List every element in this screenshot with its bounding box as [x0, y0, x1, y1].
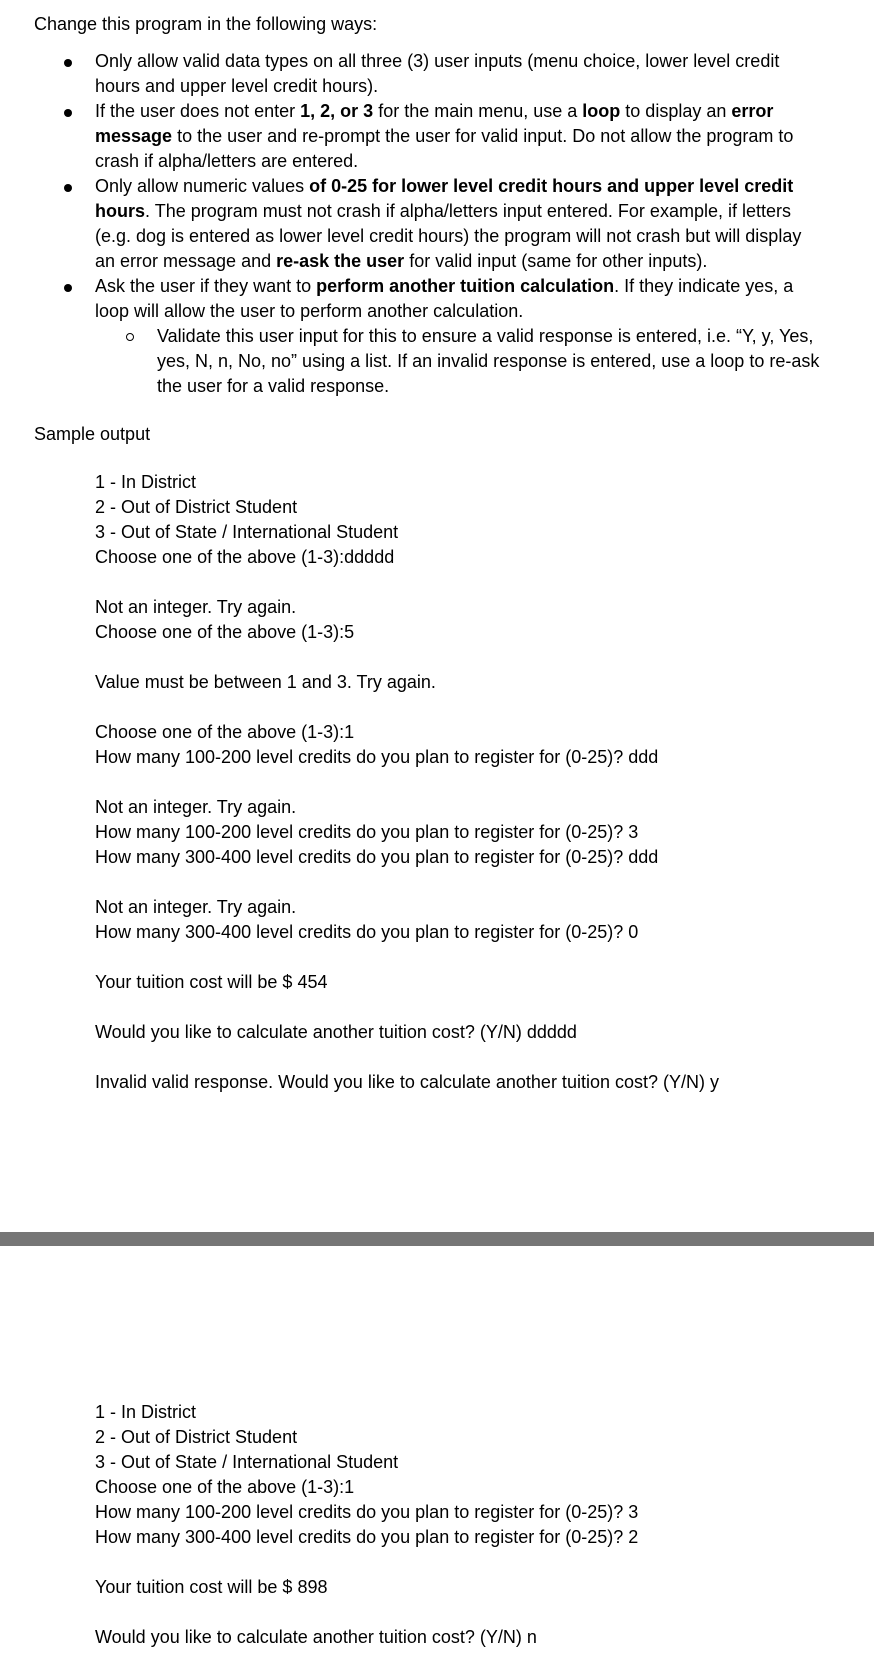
console-line: How many 100-200 level credits do you plan to register for (0-25)? 3	[95, 1502, 639, 1522]
console-line: 1 - In District	[95, 1402, 197, 1422]
bullet-dot-icon	[64, 109, 72, 117]
blank-line	[95, 1600, 638, 1625]
document-page-2	[0, 1246, 874, 1656]
blank-line	[95, 1045, 719, 1070]
text-segment: to the user and re-prompt the user for valid input. Do not allow the program to crash if alpha/letters are entered.	[95, 126, 794, 171]
text-segment: for the main menu, use a	[373, 101, 583, 121]
blank-line	[95, 870, 719, 895]
console-line: Would you like to calculate another tuition cost? (Y/N) ddddd	[95, 1022, 577, 1042]
intro-text: Change this program in the following ways:	[34, 14, 378, 34]
console-line: Not an integer. Try again.	[95, 897, 297, 917]
console-line: How many 100-200 level credits do you plan to register for (0-25)? 3	[95, 822, 639, 842]
requirements-list	[0, 49, 874, 399]
blank-line	[95, 570, 719, 595]
console-line: Value must be between 1 and 3. Try again.	[95, 672, 436, 692]
bullet-dot-icon	[64, 184, 72, 192]
console-line: How many 300-400 level credits do you plan to register for (0-25)? 2	[95, 1527, 639, 1547]
console-line: Your tuition cost will be $ 454	[95, 972, 328, 992]
sub-item-text: Validate this user input for this to ensure a valid response is entered, i.e. “Y, y, Yes, yes, N, n, No, no” using a list. If an invalid response is entered, use a loop to re-ask the user for a valid response.	[157, 326, 820, 396]
console-line: 2 - Out of District Student	[95, 497, 298, 517]
console-line: Would you like to calculate another tuition cost? (Y/N) n	[95, 1627, 537, 1647]
bold-text: error message	[95, 101, 774, 146]
requirement-item	[0, 49, 874, 99]
bold-text: perform another tuition calculation	[316, 276, 615, 296]
requirement-item	[0, 174, 874, 274]
console-line: Your tuition cost will be $ 898	[95, 1577, 328, 1597]
sub-list-item	[95, 324, 824, 399]
text-segment: Ask the user if they want to	[95, 276, 317, 296]
bold-text: of 0-25 for lower level credit hours and upper level credit hours	[95, 176, 794, 221]
text-segment: . If they indicate yes, a loop will allow the user to perform another calculation.	[95, 276, 794, 321]
requirement-item	[0, 99, 874, 174]
sample-output-label: Sample output	[34, 424, 151, 444]
console-line: 2 - Out of District Student	[95, 1427, 298, 1447]
sub-list	[95, 324, 824, 399]
console-line: Choose one of the above (1-3):1	[95, 722, 355, 742]
blank-line	[95, 1550, 638, 1575]
blank-line	[95, 945, 719, 970]
blank-line	[95, 770, 719, 795]
console-line: Choose one of the above (1-3):ddddd	[95, 547, 395, 567]
bullet-dot-icon	[64, 284, 72, 292]
text-segment: to display an	[620, 101, 732, 121]
blank-line	[95, 645, 719, 670]
text-segment: . The program must not crash if alpha/letters input entered. For example, if letters (e.g. dog is entered as lower level credit hours) the program will not crash but will display an error message and	[95, 201, 802, 271]
console-line: Choose one of the above (1-3):5	[95, 622, 355, 642]
console-line: How many 300-400 level credits do you plan to register for (0-25)? ddd	[95, 847, 659, 867]
text-segment: If the user does not enter	[95, 101, 301, 121]
page-break-divider	[0, 1232, 874, 1246]
bold-text: re-ask the user	[276, 251, 405, 271]
text-segment: for valid input (same for other inputs).	[404, 251, 708, 271]
bullet-dot-icon	[64, 59, 72, 67]
sample-output-console-1	[95, 470, 719, 1095]
blank-line	[95, 995, 719, 1020]
text-segment: Only allow numeric values	[95, 176, 310, 196]
console-line: How many 300-400 level credits do you plan to register for (0-25)? 0	[95, 922, 639, 942]
console-line: Choose one of the above (1-3):1	[95, 1477, 355, 1497]
bold-text: 1, 2, or 3	[300, 101, 374, 121]
sample-output-console-2	[95, 1400, 638, 1650]
requirement-item	[0, 274, 874, 399]
blank-line	[95, 695, 719, 720]
console-line: Not an integer. Try again.	[95, 597, 297, 617]
console-line: 3 - Out of State / International Student	[95, 1452, 399, 1472]
console-line: 3 - Out of State / International Student	[95, 522, 399, 542]
console-line: How many 100-200 level credits do you plan to register for (0-25)? ddd	[95, 747, 659, 767]
text-segment: Only allow valid data types on all three (3) user inputs (menu choice, lower level credit hours and upper level credit hours).	[95, 51, 780, 96]
console-line: Not an integer. Try again.	[95, 797, 297, 817]
bold-text: loop	[582, 101, 621, 121]
console-line: 1 - In District	[95, 472, 197, 492]
circle-bullet-icon	[126, 333, 134, 341]
console-line: Invalid valid response. Would you like to calculate another tuition cost? (Y/N) y	[95, 1072, 719, 1092]
